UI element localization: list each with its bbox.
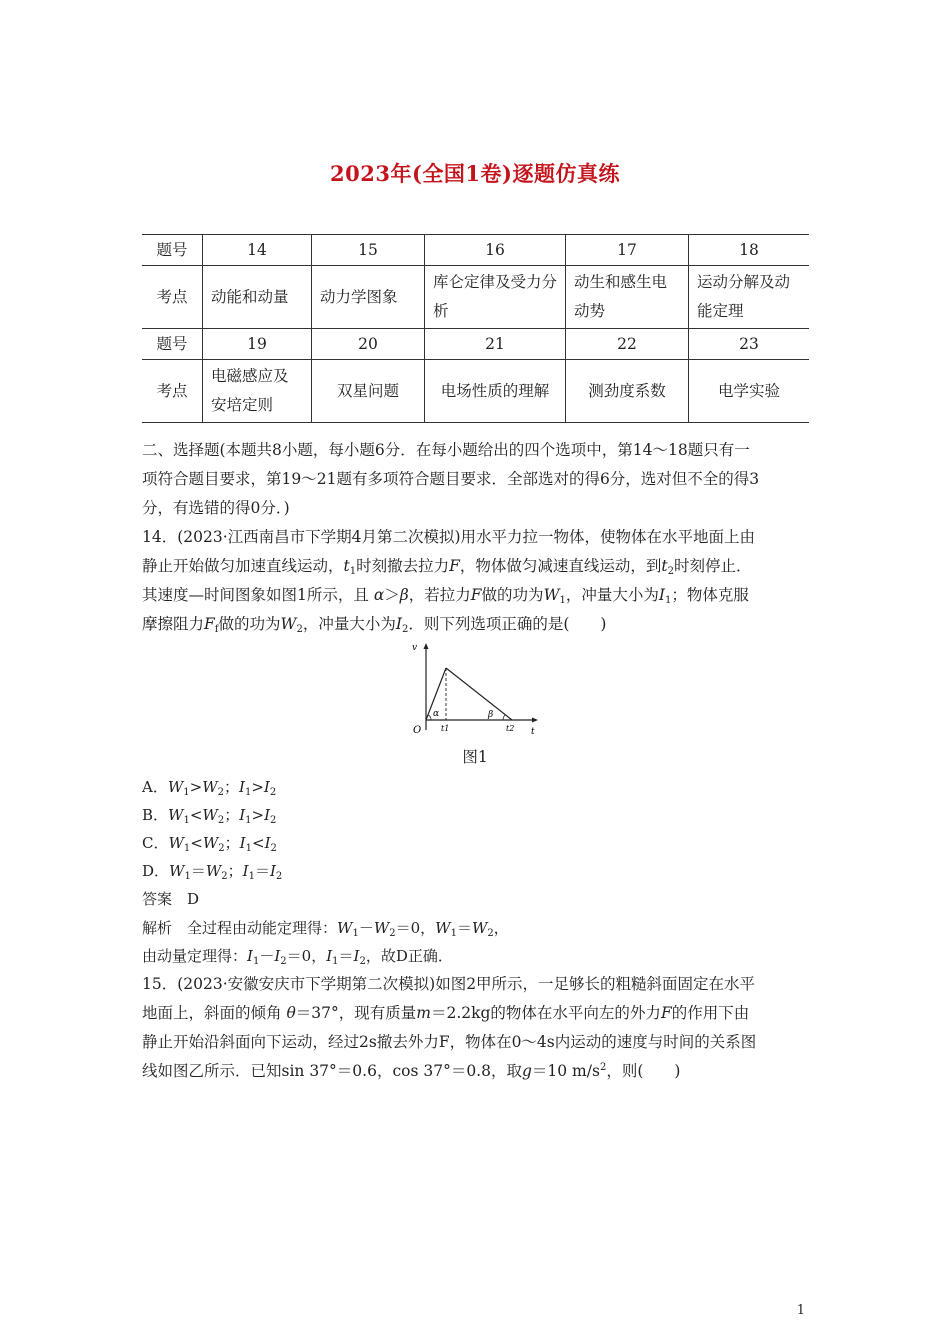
option-b: B．$W_1<W_2$；$I_1>I_2$ — [142, 806, 277, 826]
table-cell: 动生和感生电动势 — [566, 266, 689, 329]
page-title: 2023年(全国1卷)逐题仿真练 — [330, 161, 620, 186]
table-cell: 测劲度系数 — [566, 360, 689, 423]
decel-line — [446, 668, 512, 720]
v-label: v — [412, 643, 418, 653]
vt-graph-figure — [404, 640, 544, 740]
topic-table — [142, 234, 809, 423]
answer: 答案 D — [142, 890, 200, 908]
option-c: C．$W_1<W_2$；$I_1<I_2$ — [142, 834, 277, 854]
table-cell: 库仑定律及受力分析 — [425, 266, 566, 329]
table-cell: 19 — [203, 329, 312, 360]
table-cell: 运动分解及动能定理 — [689, 266, 810, 329]
t-label: t — [531, 727, 535, 737]
table-cell: 题号 — [142, 235, 203, 266]
origin-label: O — [413, 725, 422, 736]
table-cell: 动能和动量 — [203, 266, 312, 329]
table-cell: 电磁感应及安培定则 — [203, 360, 312, 423]
table-row — [142, 235, 809, 266]
table-cell: 动力学图象 — [312, 266, 425, 329]
table-cell: 23 — [689, 329, 810, 360]
t2-label: t2 — [506, 724, 515, 733]
table-cell: 20 — [312, 329, 425, 360]
figure-caption: 图1 — [462, 748, 488, 766]
table-cell: 15 — [312, 235, 425, 266]
table-cell: 16 — [425, 235, 566, 266]
alpha-label: α — [433, 709, 440, 719]
table-row — [142, 360, 809, 423]
v-axis-arrow — [424, 643, 429, 649]
table-cell: 题号 — [142, 329, 203, 360]
page-number: 1 — [796, 1303, 805, 1318]
table-cell: 22 — [566, 329, 689, 360]
table-cell: 电学实验 — [689, 360, 810, 423]
table-cell: 14 — [203, 235, 312, 266]
t-axis-arrow — [532, 718, 538, 723]
table-row — [142, 266, 809, 329]
analysis-line-1: 解析 全过程由动能定理得：$W_1-W_2=0$，$W_1=W_2$， — [142, 919, 509, 939]
table-cell: 21 — [425, 329, 566, 360]
table-cell: 18 — [689, 235, 810, 266]
table-cell: 考点 — [142, 360, 203, 423]
t1-label: t1 — [441, 724, 450, 733]
question-14: 14．(2023·江西南昌市下学期4月第二次模拟)用水平力拉一物体，使物体在水平地面上由 静止开始做匀加速直线运动，$t_1$时刻撤去拉力F，物体做匀减速直线运动，到$t_2$时刻停止． 其速度—时间图象如图1所示，且 α＞β，若拉力F做的功为$W_1$，冲量大小为$I_1$；物体克服 摩擦阻力$F_f$做的功为$W_2$，冲量大小为$I_2$．则下列选项正确的是( ) — [142, 528, 756, 635]
question-15: 15．(2023·安徽安庆市下学期第二次模拟)如图2甲所示，一足够长的粗糙斜面固定在水平 地面上，斜面的倾角 θ＝37°，现有质量m＝2.2kg的物体在水平向左的外力F的作用下由 静止开始沿斜面向下运动，经过2s撤去外力F，物体在0～4s内运动的速度与时间的关系图 线如图乙所示．已知sin 37°＝0.6，cos 37°＝0.8，取g＝10 $m/s^2$，则( ) — [142, 975, 757, 1080]
table-cell: 考点 — [142, 266, 203, 329]
analysis-line-2: 由动量定理得：$I_1-I_2=0$，$I_1=I_2$，故D正确． — [142, 947, 453, 967]
table-row — [142, 329, 809, 360]
table-cell: 双星问题 — [312, 360, 425, 423]
section-instructions: 二、选择题(本题共8小题，每小题6分．在每小题给出的四个选项中，第14～18题只有一 项符合题目要求，第19～21题有多项符合题目要求．全部选对的得6分，选对但不全的得3 分，有选错的得0分．) — [142, 441, 760, 517]
table-cell: 17 — [566, 235, 689, 266]
option-a: A．$W_1>W_2$；$I_1>I_2$ — [142, 778, 277, 798]
option-d: D．$W_1=W_2$；$I_1=I_2$ — [142, 862, 283, 882]
beta-label: β — [488, 710, 494, 720]
table-cell: 电场性质的理解 — [425, 360, 566, 423]
